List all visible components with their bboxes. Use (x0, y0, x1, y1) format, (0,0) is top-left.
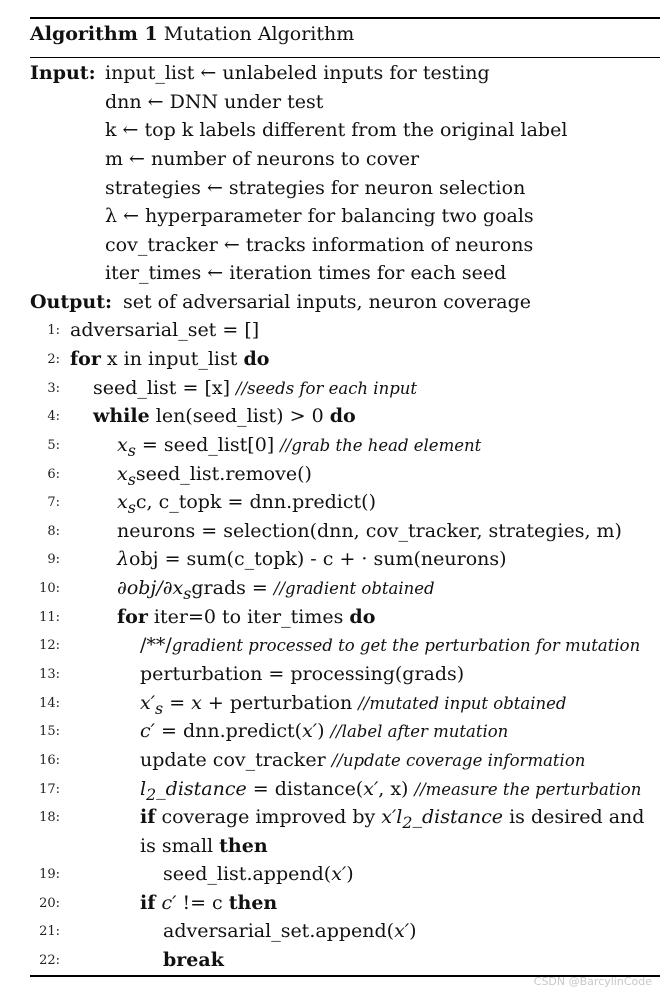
code-text: x′ (381, 806, 397, 828)
line-code (163, 949, 224, 971)
line-code (117, 520, 622, 542)
code-text: c′ (161, 892, 177, 914)
line-number: 13: (39, 667, 60, 682)
line-code (140, 634, 640, 656)
code-text: ∂obj/∂x (117, 577, 184, 599)
keyword: do (349, 606, 376, 628)
line-number: 7: (47, 495, 60, 510)
line-number: 4: (47, 409, 60, 424)
code-text: coverage improved by (155, 806, 382, 828)
input-label: Input: (30, 62, 96, 84)
comment: //gradient obtained (273, 579, 435, 598)
line-number: 5: (47, 438, 60, 453)
keyword: do (329, 405, 356, 427)
line-code (117, 606, 375, 628)
line-code (70, 319, 259, 341)
line-code (93, 405, 356, 427)
code-text: = (163, 692, 192, 714)
line-code (117, 577, 435, 603)
comment: //label after mutation (330, 722, 509, 741)
code-text: x (117, 434, 128, 456)
code-text: x′ (363, 778, 379, 800)
code-text: 2 (402, 812, 413, 832)
code-text: = seed_list[0] (135, 434, 281, 456)
code-text: x in input_list (100, 348, 244, 370)
top-rule (30, 17, 660, 19)
keyword: if (140, 806, 156, 828)
code-text: x′ (302, 720, 318, 742)
input-item: iter_times ← iteration times for each seed (105, 262, 507, 284)
line-code (140, 892, 277, 914)
algorithm-name: Mutation Algorithm (163, 23, 355, 45)
code-text: ) (317, 720, 331, 742)
line-code (70, 348, 269, 370)
code-text: /* (140, 634, 156, 656)
code-text: s (127, 497, 136, 517)
line-code (93, 377, 417, 399)
code-text: · sum(neurons) (361, 548, 507, 570)
code-text: != c (176, 892, 229, 914)
code-text: perturbation = processing(grads) (140, 663, 465, 685)
output-label: Output: (30, 291, 113, 313)
code-text: obj = sum(c_topk) - c + (129, 548, 362, 570)
code-text: ) (368, 491, 376, 513)
output-text: set of adversarial inputs, neuron coverage (123, 291, 531, 313)
line-code (117, 548, 507, 570)
algorithm-box (30, 17, 660, 979)
code-text: len(seed_list) > 0 (149, 405, 330, 427)
line-code (117, 491, 376, 517)
line-number: 14: (39, 696, 60, 711)
line-code (140, 692, 566, 718)
line-number: 9: (47, 552, 60, 567)
line-code (163, 920, 417, 942)
code-text: seed_list.append( (163, 863, 332, 885)
code-text: ) (304, 463, 312, 485)
keyword: for (117, 606, 148, 628)
line-code (140, 778, 641, 804)
line-code (117, 434, 481, 460)
line-code (117, 463, 312, 489)
comment: //mutated input obtained (358, 694, 567, 713)
code-text: s (127, 469, 136, 489)
algorithm-title (30, 23, 354, 45)
code-text: c, c_topk = dnn.predict( (135, 491, 369, 513)
line-code (140, 663, 464, 685)
line-number: 15: (39, 724, 60, 739)
line-number: 22: (39, 953, 60, 968)
code-text: s (155, 698, 164, 718)
code-text: x (117, 491, 128, 513)
code-text: adversarial_set.append( (163, 920, 395, 942)
algorithm-label: Algorithm 1 (30, 23, 158, 45)
code-text: iter=0 to iter_times (147, 606, 350, 628)
code-text: l (140, 778, 147, 800)
line-number: 19: (39, 867, 60, 882)
code-text: adversarial_set = [] (70, 319, 260, 341)
line-number: 1: (47, 323, 60, 338)
code-text: = distance( (246, 778, 364, 800)
code-text: is desired and (503, 806, 645, 828)
code-text: is small (140, 835, 220, 857)
comment: //measure the perturbation (414, 780, 642, 799)
input-item: λ ← hyperparameter for balancing two goals (105, 205, 534, 227)
input-item: strategies ← strategies for neuron selection (105, 177, 526, 199)
code-text: _distance (156, 778, 247, 800)
code-text: ) (409, 920, 417, 942)
code-text: grads = (191, 577, 274, 599)
comment: //grab the head element (280, 436, 482, 455)
input-item: input_list ← unlabeled inputs for testing (105, 62, 490, 84)
code-text: ) (346, 863, 354, 885)
code-text: _distance (412, 806, 504, 828)
input-item: dnn ← DNN under test (105, 91, 324, 113)
watermark: CSDN @BarcylinCode (533, 975, 652, 988)
code-text: + perturbation (201, 692, 359, 714)
keyword: then (219, 835, 268, 857)
line-number: 12: (39, 638, 60, 653)
line-code (140, 720, 508, 742)
code-text: update cov_tracker (140, 749, 332, 771)
line-number: 17: (39, 782, 60, 797)
code-text: x (191, 692, 202, 714)
keyword: then (228, 892, 278, 914)
keyword: for (70, 348, 101, 370)
line-number: 16: (39, 753, 60, 768)
line-number: 3: (47, 381, 60, 396)
input-item: m ← number of neurons to cover (105, 148, 420, 170)
code-text: , x) (378, 778, 415, 800)
code-text: */ (155, 634, 172, 656)
line-number: 6: (47, 467, 60, 482)
code-text: x′ (394, 920, 410, 942)
comment: //seeds for each input (236, 379, 418, 398)
input-item: k ← top k labels different from the original label (105, 119, 568, 141)
code-text: s (183, 583, 192, 603)
keyword: if (140, 892, 156, 914)
line-code (140, 835, 268, 857)
line-number: 21: (39, 924, 60, 939)
input-item: cov_tracker ← tracks information of neurons (105, 234, 534, 256)
code-text: x (117, 463, 128, 485)
keyword: break (163, 949, 224, 971)
line-code (140, 749, 585, 771)
code-text: c′ (140, 720, 155, 742)
line-number: 20: (39, 896, 60, 911)
line-number: 10: (39, 581, 60, 596)
keyword: while (93, 405, 150, 427)
code-text: s (127, 440, 136, 460)
comment: //update coverage information (331, 751, 586, 770)
line-code (163, 863, 354, 885)
code-text: seed_list.remove( (135, 463, 305, 485)
code-text: λ (117, 548, 130, 570)
line-number: 18: (39, 810, 60, 825)
code-text: seed_list = [x] (93, 377, 237, 399)
comment: gradient processed to get the perturbation for mutation (171, 636, 641, 655)
line-number: 11: (39, 610, 60, 625)
title-rule (30, 57, 660, 58)
line-code (140, 806, 644, 832)
keyword: do (243, 348, 270, 370)
code-text: l (396, 806, 403, 828)
code-text: x′ (331, 863, 347, 885)
code-text: 2 (146, 784, 157, 804)
line-number: 8: (47, 524, 60, 539)
line-number: 2: (47, 352, 60, 367)
code-text: x′ (140, 692, 156, 714)
code-text: = dnn.predict( (154, 720, 303, 742)
code-text: neurons = selection(dnn, cov_tracker, strategies, m) (117, 520, 622, 542)
